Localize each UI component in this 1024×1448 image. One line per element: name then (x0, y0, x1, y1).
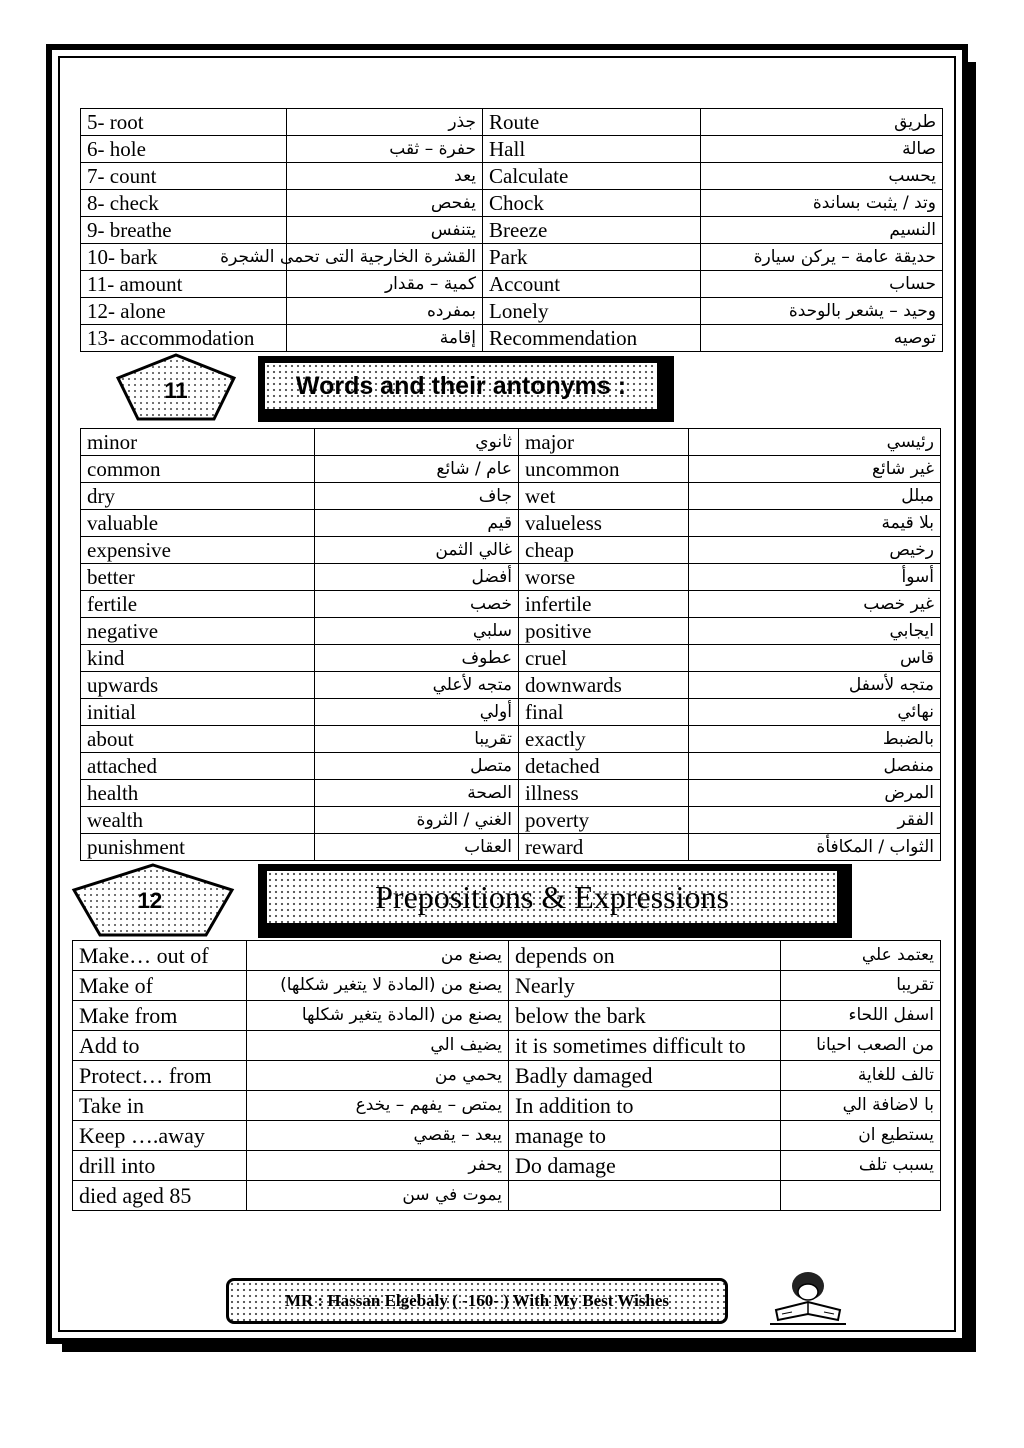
table-row (73, 1151, 941, 1181)
english-word: Hall (483, 136, 701, 163)
arabic-meaning: يصنع من (المادة لا يتغير شكلها) (247, 971, 509, 1001)
arabic-meaning: ايجابي (689, 618, 941, 645)
english-word: Lonely (483, 298, 701, 325)
arabic-meaning: يصنع من (247, 941, 509, 971)
table-row (81, 753, 941, 780)
english-word: 11- amount (81, 271, 287, 298)
english-word: poverty (519, 807, 689, 834)
english-word: health (81, 780, 315, 807)
table-row (81, 109, 943, 136)
table-row (81, 483, 941, 510)
english-word: Do damage (509, 1151, 781, 1181)
arabic-meaning: الفقر (689, 807, 941, 834)
english-word: about (81, 726, 315, 753)
table-row (73, 971, 941, 1001)
english-word: died aged 85 (73, 1181, 247, 1211)
english-word: depends on (509, 941, 781, 971)
english-word: upwards (81, 672, 315, 699)
vocab-table-antonyms (80, 428, 941, 861)
english-word: Nearly (509, 971, 781, 1001)
english-word: Breeze (483, 217, 701, 244)
english-word: Make from (73, 1001, 247, 1031)
english-word: wet (519, 483, 689, 510)
arabic-meaning: أسوأ (689, 564, 941, 591)
arabic-meaning: يبعد – يقصي (247, 1121, 509, 1151)
english-word: Take in (73, 1091, 247, 1121)
footer-text: MR : Hassan Elgebaly ( -160- ) With My Best Wishes (284, 1291, 670, 1310)
arabic-meaning: حفرة – ثقب (287, 136, 483, 163)
arabic-meaning: تقريبا (315, 726, 519, 753)
arabic-meaning: القشرة الخارجية التى تحمى الشجرة (287, 244, 483, 271)
english-word: 9- breathe (81, 217, 287, 244)
arabic-meaning: تقريبا (781, 971, 941, 1001)
english-word: 13- accommodation (81, 325, 287, 352)
arabic-meaning: نهائي (689, 699, 941, 726)
arabic-meaning: سلبي (315, 618, 519, 645)
table-row (81, 672, 941, 699)
arabic-meaning: متجه لأسفل (689, 672, 941, 699)
table-row (73, 1061, 941, 1091)
english-word: 5- root (81, 109, 287, 136)
english-word: 12- alone (81, 298, 287, 325)
table-row (81, 163, 943, 190)
table-row (73, 1001, 941, 1031)
english-word: worse (519, 564, 689, 591)
arabic-meaning: بمفرده (287, 298, 483, 325)
arabic-meaning: يحسب (701, 163, 943, 190)
arabic-meaning: يموت في سن (247, 1181, 509, 1211)
english-word: Protect… from (73, 1061, 247, 1091)
english-word: Park (483, 244, 701, 271)
english-word: 7- count (81, 163, 287, 190)
page-frame-shadow-right (968, 62, 976, 1350)
english-word: Chock (483, 190, 701, 217)
arabic-meaning: رئيسي (689, 429, 941, 456)
english-word: 10- bark (81, 244, 287, 271)
section-12-number: 12 (137, 888, 163, 913)
english-word (509, 1181, 781, 1211)
english-word: valuable (81, 510, 315, 537)
arabic-meaning: إقامة (287, 325, 483, 352)
table-row (81, 244, 943, 271)
table-row (81, 807, 941, 834)
arabic-meaning: الثواب / المكافأة (689, 834, 941, 861)
arabic-meaning: يفحص (287, 190, 483, 217)
arabic-meaning: أولي (315, 699, 519, 726)
section-11-title: Words and their antonyms : (295, 371, 627, 400)
english-word: wealth (81, 807, 315, 834)
arabic-meaning: يسبب تلف (781, 1151, 941, 1181)
footer-banner (226, 1278, 728, 1324)
english-word: it is sometimes difficult to (509, 1031, 781, 1061)
english-word: Make of (73, 971, 247, 1001)
table-row (73, 1031, 941, 1061)
english-word: Make… out of (73, 941, 247, 971)
section-11-number: 11 (164, 378, 188, 403)
arabic-meaning: قاس (689, 645, 941, 672)
table-row (81, 271, 943, 298)
english-word: detached (519, 753, 689, 780)
table-row (81, 591, 941, 618)
english-word: Badly damaged (509, 1061, 781, 1091)
english-word: exactly (519, 726, 689, 753)
arabic-meaning: يضيف الي (247, 1031, 509, 1061)
arabic-meaning: يصنع من (المادة يتغير شكلها (247, 1001, 509, 1031)
arabic-meaning: وحيد – يشعر بالوحدة (701, 298, 943, 325)
table-row (81, 456, 941, 483)
table-row (81, 298, 943, 325)
arabic-meaning: من الصعب احيانا (781, 1031, 941, 1061)
arabic-meaning: غالي الثمن (315, 537, 519, 564)
section-12-title: Prepositions & Expressions (375, 878, 729, 915)
english-word: Calculate (483, 163, 701, 190)
english-word: Recommendation (483, 325, 701, 352)
table-row (73, 941, 941, 971)
english-word: valueless (519, 510, 689, 537)
english-word: In addition to (509, 1091, 781, 1121)
arabic-meaning: يحمي من (247, 1061, 509, 1091)
table-row (81, 699, 941, 726)
arabic-meaning: الغني / الثروة (315, 807, 519, 834)
arabic-meaning: غير شائع (689, 456, 941, 483)
english-word: attached (81, 753, 315, 780)
arabic-meaning: جذر (287, 109, 483, 136)
arabic-meaning: بالضبط (689, 726, 941, 753)
section-12-banner (264, 868, 840, 926)
arabic-meaning: المرض (689, 780, 941, 807)
english-word: cheap (519, 537, 689, 564)
arabic-meaning: تالف للغاية (781, 1061, 941, 1091)
arabic-meaning: وتد / يثبت بساندة (701, 190, 943, 217)
arabic-meaning: طريق (701, 109, 943, 136)
arabic-meaning: منفصل (689, 753, 941, 780)
english-word: manage to (509, 1121, 781, 1151)
english-word: Account (483, 271, 701, 298)
reading-boy-icon (762, 1264, 854, 1330)
english-word: illness (519, 780, 689, 807)
table-row (81, 510, 941, 537)
page-frame-shadow-bottom (62, 1344, 976, 1352)
arabic-meaning: يعد (287, 163, 483, 190)
arabic-meaning: رخيص (689, 537, 941, 564)
arabic-meaning: قيم (315, 510, 519, 537)
arabic-meaning: أفضل (315, 564, 519, 591)
english-word: final (519, 699, 689, 726)
arabic-meaning: بلا قيمة (689, 510, 941, 537)
english-word: punishment (81, 834, 315, 861)
english-word: Route (483, 109, 701, 136)
english-word: common (81, 456, 315, 483)
arabic-meaning: توصيه (701, 325, 943, 352)
arabic-meaning: يعتمد علي (781, 941, 941, 971)
table-row (81, 190, 943, 217)
table-row (81, 136, 943, 163)
arabic-meaning: الصحة (315, 780, 519, 807)
english-word: dry (81, 483, 315, 510)
english-word: below the bark (509, 1001, 781, 1031)
table-row (81, 217, 943, 244)
vocab-table-confusables (80, 108, 943, 352)
english-word: drill into (73, 1151, 247, 1181)
english-word: better (81, 564, 315, 591)
arabic-meaning: يحفر (247, 1151, 509, 1181)
english-word: 6- hole (81, 136, 287, 163)
table-row (81, 618, 941, 645)
table-row (73, 1091, 941, 1121)
english-word: expensive (81, 537, 315, 564)
english-word: fertile (81, 591, 315, 618)
arabic-meaning: با لاضافة الي (781, 1091, 941, 1121)
vocab-table-expressions (72, 940, 941, 1211)
arabic-meaning: يستطيع ان (781, 1121, 941, 1151)
arabic-meaning: ثانوي (315, 429, 519, 456)
arabic-meaning (781, 1181, 941, 1211)
english-word: uncommon (519, 456, 689, 483)
english-word: positive (519, 618, 689, 645)
english-word: cruel (519, 645, 689, 672)
arabic-meaning: عام / شائع (315, 456, 519, 483)
arabic-meaning: مبلل (689, 483, 941, 510)
arabic-meaning: حساب (701, 271, 943, 298)
arabic-meaning: اسفل اللحاء (781, 1001, 941, 1031)
table-row (81, 429, 941, 456)
arabic-meaning: صالة (701, 136, 943, 163)
table-row (81, 325, 943, 352)
english-word: initial (81, 699, 315, 726)
english-word: 8- check (81, 190, 287, 217)
table-row (81, 726, 941, 753)
english-word: Keep ….away (73, 1121, 247, 1151)
english-word: minor (81, 429, 315, 456)
arabic-meaning: متصل (315, 753, 519, 780)
arabic-meaning: كمية – مقدار (287, 271, 483, 298)
arabic-meaning: النسيم (701, 217, 943, 244)
arabic-meaning: يتنفس (287, 217, 483, 244)
english-word: kind (81, 645, 315, 672)
english-word: major (519, 429, 689, 456)
arabic-meaning: عطوف (315, 645, 519, 672)
english-word: reward (519, 834, 689, 861)
arabic-meaning: العقاب (315, 834, 519, 861)
table-row (81, 834, 941, 861)
table-row (81, 564, 941, 591)
arabic-meaning: متجه لأعلي (315, 672, 519, 699)
table-row (73, 1181, 941, 1211)
arabic-meaning: يمتص – يفهم – يخدع (247, 1091, 509, 1121)
english-word: Add to (73, 1031, 247, 1061)
table-row (73, 1121, 941, 1151)
english-word: negative (81, 618, 315, 645)
table-row (81, 780, 941, 807)
table-row (81, 645, 941, 672)
table-row (81, 537, 941, 564)
arabic-meaning: جاف (315, 483, 519, 510)
english-word: downwards (519, 672, 689, 699)
arabic-meaning: غير خصب (689, 591, 941, 618)
arabic-meaning: حديقة عامة – يركن سيارة (701, 244, 943, 271)
arabic-meaning: خصب (315, 591, 519, 618)
section-11-banner (262, 360, 660, 412)
english-word: infertile (519, 591, 689, 618)
